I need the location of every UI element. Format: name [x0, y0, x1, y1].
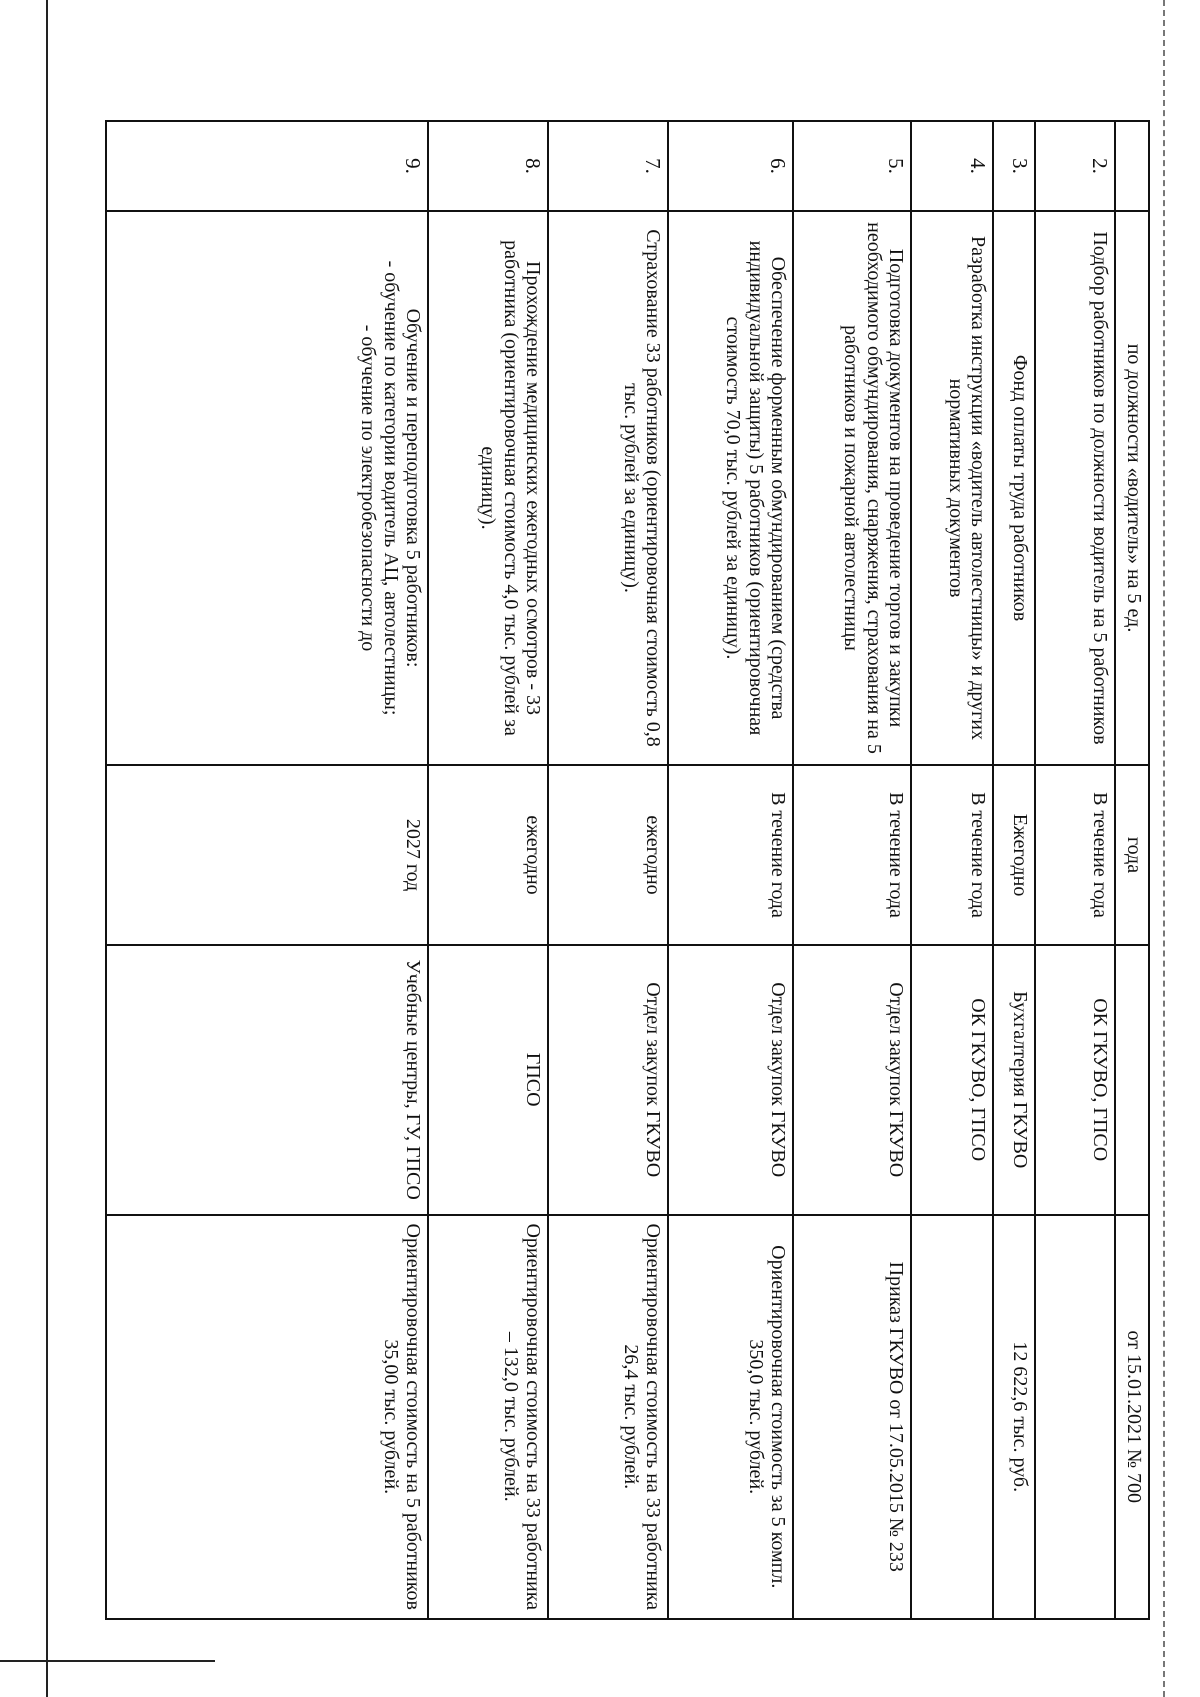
perforation-line — [1163, 0, 1165, 1697]
term: В течение года — [1035, 765, 1115, 945]
activity-name: Разработка инструкции «водитель автолестницы» и других нормативных документов — [911, 211, 993, 765]
table-row — [428, 121, 548, 1619]
cost-basis — [1035, 1215, 1115, 1619]
executor: ОК ГКУВО, ГПСО — [1035, 945, 1115, 1215]
term: Ежегодно — [993, 765, 1035, 945]
activity-name: по должности «водитель» на 5 ед. — [1115, 211, 1149, 765]
cost-basis — [911, 1215, 993, 1619]
row-number: 2. — [1035, 121, 1115, 211]
executor: Учебные центры, ГУ, ГПСО — [106, 945, 428, 1215]
executor: Бухгалтерия ГКУВО — [993, 945, 1035, 1215]
table-row — [668, 121, 793, 1619]
activity-name-item: - обучение по категории водитель АЦ, автолестницы; — [379, 260, 402, 716]
cost-basis: Ориентировочная стоимость на 33 работника – 132,0 тыс. рублей. — [428, 1215, 548, 1619]
row-number: 6. — [668, 121, 793, 211]
executor: Отдел закупок ГКУВО — [668, 945, 793, 1215]
activity-name: Прохождение медицинских ежегодных осмотров - 33 работника (ориентировочная стоимость 4,0 тыс. рублей за единицу). — [428, 211, 548, 765]
cost-basis: 12 622,6 тыс. руб. — [993, 1215, 1035, 1619]
term: В течение года — [668, 765, 793, 945]
term: ежегодно — [548, 765, 668, 945]
activity-name: Обеспечение форменным обмундированием (средства индивидуальной защиты) 5 работников (ориентировочная стоимость 70,0 тыс. рублей за единицу). — [668, 211, 793, 765]
rotated-page — [100, 45, 1150, 1645]
cost-basis: Ориентировочная стоимость на 5 работников 35,00 тыс. рублей. — [106, 1215, 428, 1619]
term: ежегодно — [428, 765, 548, 945]
activity-name: Страхование 33 работников (ориентировочная стоимость 0,8 тыс. рублей за единицу). — [548, 211, 668, 765]
row-number: 9. — [106, 121, 428, 211]
row-number: 7. — [548, 121, 668, 211]
term: 2027 год — [106, 765, 428, 945]
cost-basis: Ориентировочная стоимость на 33 работника 26,4 тыс. рублей. — [548, 1215, 668, 1619]
table-row — [911, 121, 993, 1619]
cost-basis: Ориентировочная стоимость за 5 компл. 350,0 тыс. рублей. — [668, 1215, 793, 1619]
executor: ГПСО — [428, 945, 548, 1215]
scan-edge-left — [46, 0, 48, 1697]
term: года — [1115, 765, 1149, 945]
row-number: 8. — [428, 121, 548, 211]
executor: ОК ГКУВО, ГПСО — [911, 945, 993, 1215]
activity-name: Подготовка документов на проведение торгов и закупки необходимого обмундирования, снаряжения, страхования на 5 работников и пожарной автолестницы — [793, 211, 911, 765]
cost-basis: Приказ ГКУВО от 17.05.2015 № 233 — [793, 1215, 911, 1619]
table-row — [993, 121, 1035, 1619]
table-row — [1035, 121, 1115, 1619]
plan-table — [105, 120, 1150, 1620]
activity-name-line: Обучение и переподготовка 5 работников: — [402, 308, 424, 668]
activity-name: Подбор работников по должности водитель на 5 работников — [1035, 211, 1115, 765]
row-number: 3. — [993, 121, 1035, 211]
table-row — [106, 121, 428, 1619]
executor — [1115, 945, 1149, 1215]
activity-name-item: - обучение по электробезопасности до — [357, 324, 380, 652]
activity-name — [106, 211, 428, 765]
activity-name: Фонд оплаты труда работников — [993, 211, 1035, 765]
scan-edge-bottom — [0, 1660, 215, 1662]
term: В течение года — [793, 765, 911, 945]
table-row — [793, 121, 911, 1619]
row-number: 5. — [793, 121, 911, 211]
table-row — [548, 121, 668, 1619]
term: В течение года — [911, 765, 993, 945]
cost-basis: от 15.01.2021 № 700 — [1115, 1215, 1149, 1619]
row-number: 4. — [911, 121, 993, 211]
row-number — [1115, 121, 1149, 211]
executor: Отдел закупок ГКУВО — [793, 945, 911, 1215]
table-row — [1115, 121, 1149, 1619]
executor: Отдел закупок ГКУВО — [548, 945, 668, 1215]
